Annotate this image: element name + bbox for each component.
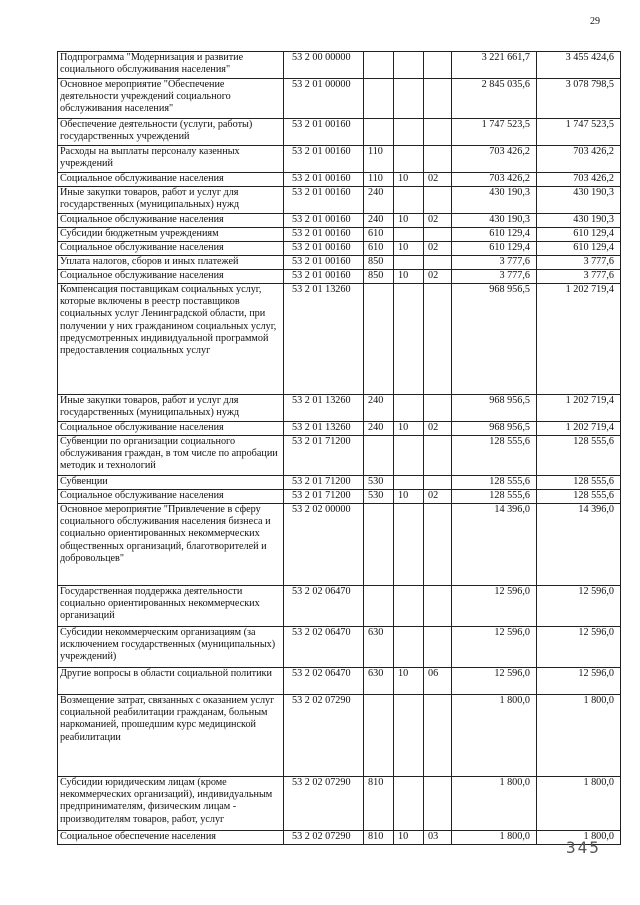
row-name: Расходы на выплаты персоналу казенных учреждений: [58, 146, 284, 173]
row-name: Компенсация поставщикам социальных услуг, которые включены в реестр поставщиков социальных услуг Ленинградской области, при получении у них гражданином социальных услуг, предусмотренных индивидуальной программой предоставления социальных услуг: [58, 284, 284, 395]
row-name: Социальное обслуживание населения: [58, 242, 284, 256]
amount-year-2: 3 777,6: [537, 270, 621, 284]
target-code: 53 2 02 06470: [284, 586, 364, 627]
row-name: Социальное обслуживание населения: [58, 490, 284, 504]
expense-type-code: [364, 436, 394, 476]
table-row: [58, 504, 621, 586]
amount-year-2: 12 596,0: [537, 627, 621, 668]
amount-year-2: 3 455 424,6: [537, 52, 621, 79]
table-row: [58, 777, 621, 831]
target-code: 53 2 01 00160: [284, 119, 364, 146]
table-row: [58, 490, 621, 504]
target-code: 53 2 01 71200: [284, 476, 364, 490]
target-code: 53 2 02 06470: [284, 627, 364, 668]
expense-type-code: 240: [364, 187, 394, 214]
amount-year-1: 968 956,5: [452, 422, 537, 436]
table-row: [58, 476, 621, 490]
target-code: 53 2 01 71200: [284, 436, 364, 476]
amount-year-2: 3 078 798,5: [537, 79, 621, 119]
target-code: 53 2 01 13260: [284, 284, 364, 395]
subsection-code: 02: [424, 270, 452, 284]
target-code: 53 2 01 00160: [284, 256, 364, 270]
amount-year-1: 12 596,0: [452, 668, 537, 695]
subsection-code: 06: [424, 668, 452, 695]
section-code: [394, 395, 424, 422]
row-name: Подпрограмма "Модернизация и развитие социального обслуживания населения": [58, 52, 284, 79]
amount-year-1: 430 190,3: [452, 214, 537, 228]
target-code: 53 2 01 00160: [284, 228, 364, 242]
section-code: [394, 79, 424, 119]
target-code: 53 2 01 00160: [284, 173, 364, 187]
row-name: Другие вопросы в области социальной политики: [58, 668, 284, 695]
section-code: [394, 119, 424, 146]
amount-year-2: 610 129,4: [537, 242, 621, 256]
amount-year-2: 1 202 719,4: [537, 284, 621, 395]
expense-type-code: 610: [364, 242, 394, 256]
amount-year-1: 968 956,5: [452, 284, 537, 395]
expense-type-code: 630: [364, 668, 394, 695]
table-row: [58, 395, 621, 422]
amount-year-2: 1 800,0: [537, 831, 621, 845]
section-code: [394, 586, 424, 627]
row-name: Обеспечение деятельности (услуги, работы) государственных учреждений: [58, 119, 284, 146]
section-code: [394, 187, 424, 214]
section-code: [394, 146, 424, 173]
amount-year-2: 3 777,6: [537, 256, 621, 270]
table-row: [58, 119, 621, 146]
budget-table: [57, 51, 621, 845]
row-name: Государственная поддержка деятельности социально ориентированных некоммерческих организаций: [58, 586, 284, 627]
row-name: Основное мероприятие "Привлечение в сферу социального обслуживания населения бизнеса и социально ориентированных некоммерческих общественных организаций, благотворителей и добровольцев": [58, 504, 284, 586]
page-number: 29: [590, 16, 600, 27]
amount-year-1: 128 555,6: [452, 436, 537, 476]
table-row: [58, 436, 621, 476]
table-row: [58, 52, 621, 79]
amount-year-1: 2 845 035,6: [452, 79, 537, 119]
row-name: Возмещение затрат, связанных с оказанием услуг социальной реабилитации гражданам, больным наркоманией, прошедшим курс медицинской реабилитации: [58, 695, 284, 777]
amount-year-1: 1 800,0: [452, 777, 537, 831]
subsection-code: 03: [424, 831, 452, 845]
row-name: Основное мероприятие "Обеспечение деятельности учреждений социального обслуживания населения": [58, 79, 284, 119]
subsection-code: [424, 695, 452, 777]
row-name: Социальное обеспечение населения: [58, 831, 284, 845]
table-row: [58, 214, 621, 228]
subsection-code: [424, 436, 452, 476]
amount-year-1: 3 221 661,7: [452, 52, 537, 79]
amount-year-1: 1 800,0: [452, 831, 537, 845]
section-code: 10: [394, 422, 424, 436]
expense-type-code: 240: [364, 214, 394, 228]
amount-year-1: 12 596,0: [452, 586, 537, 627]
target-code: 53 2 01 00160: [284, 146, 364, 173]
section-code: 10: [394, 668, 424, 695]
section-code: [394, 228, 424, 242]
expense-type-code: 850: [364, 270, 394, 284]
table-row: [58, 831, 621, 845]
amount-year-1: 12 596,0: [452, 627, 537, 668]
target-code: 53 2 01 00160: [284, 242, 364, 256]
amount-year-1: 1 747 523,5: [452, 119, 537, 146]
expense-type-code: [364, 504, 394, 586]
amount-year-1: 703 426,2: [452, 146, 537, 173]
expense-type-code: [364, 586, 394, 627]
amount-year-2: 128 555,6: [537, 476, 621, 490]
target-code: 53 2 01 13260: [284, 395, 364, 422]
amount-year-2: 1 202 719,4: [537, 395, 621, 422]
target-code: 53 2 02 07290: [284, 695, 364, 777]
expense-type-code: 110: [364, 146, 394, 173]
section-code: [394, 256, 424, 270]
amount-year-2: 1 800,0: [537, 695, 621, 777]
amount-year-1: 610 129,4: [452, 242, 537, 256]
subsection-code: 02: [424, 214, 452, 228]
amount-year-2: 1 747 523,5: [537, 119, 621, 146]
expense-type-code: [364, 284, 394, 395]
row-name: Субвенции по организации социального обслуживания граждан, в том числе по апробации методик и технологий: [58, 436, 284, 476]
amount-year-2: 1 202 719,4: [537, 422, 621, 436]
table-row: [58, 627, 621, 668]
table-row: [58, 228, 621, 242]
target-code: 53 2 00 00000: [284, 52, 364, 79]
section-code: 10: [394, 173, 424, 187]
amount-year-2: 430 190,3: [537, 187, 621, 214]
subsection-code: [424, 627, 452, 668]
amount-year-2: 12 596,0: [537, 668, 621, 695]
row-name: Субвенции: [58, 476, 284, 490]
subsection-code: 02: [424, 242, 452, 256]
expense-type-code: 240: [364, 395, 394, 422]
amount-year-2: 703 426,2: [537, 146, 621, 173]
subsection-code: [424, 256, 452, 270]
subsection-code: [424, 476, 452, 490]
row-name: Субсидии бюджетным учреждениям: [58, 228, 284, 242]
section-code: [394, 52, 424, 79]
target-code: 53 2 01 13260: [284, 422, 364, 436]
section-code: [394, 284, 424, 395]
expense-type-code: 810: [364, 831, 394, 845]
section-code: 10: [394, 831, 424, 845]
target-code: 53 2 02 00000: [284, 504, 364, 586]
subsection-code: [424, 119, 452, 146]
amount-year-1: 430 190,3: [452, 187, 537, 214]
amount-year-1: 128 555,6: [452, 476, 537, 490]
table-row: [58, 242, 621, 256]
expense-type-code: 110: [364, 173, 394, 187]
amount-year-2: 1 800,0: [537, 777, 621, 831]
section-code: 10: [394, 270, 424, 284]
row-name: Субсидии юридическим лицам (кроме некоммерческих организаций), индивидуальным предпринимателям, физическим лицам - производителям товаров, работ, услуг: [58, 777, 284, 831]
table-row: [58, 422, 621, 436]
target-code: 53 2 01 00160: [284, 214, 364, 228]
table-row: [58, 695, 621, 777]
section-code: [394, 695, 424, 777]
target-code: 53 2 01 00000: [284, 79, 364, 119]
subsection-code: [424, 504, 452, 586]
subsection-code: 02: [424, 173, 452, 187]
amount-year-1: 968 956,5: [452, 395, 537, 422]
subsection-code: [424, 777, 452, 831]
section-code: 10: [394, 214, 424, 228]
row-name: Уплата налогов, сборов и иных платежей: [58, 256, 284, 270]
page-stamp: 345: [566, 838, 601, 857]
amount-year-2: 12 596,0: [537, 586, 621, 627]
row-name: Иные закупки товаров, работ и услуг для государственных (муниципальных) нужд: [58, 187, 284, 214]
table-row: [58, 173, 621, 187]
amount-year-1: 3 777,6: [452, 270, 537, 284]
amount-year-2: 128 555,6: [537, 436, 621, 476]
section-code: [394, 627, 424, 668]
section-code: 10: [394, 490, 424, 504]
target-code: 53 2 01 00160: [284, 270, 364, 284]
row-name: Социальное обслуживание населения: [58, 214, 284, 228]
expense-type-code: [364, 52, 394, 79]
subsection-code: 02: [424, 490, 452, 504]
target-code: 53 2 02 07290: [284, 777, 364, 831]
expense-type-code: 530: [364, 490, 394, 504]
section-code: [394, 504, 424, 586]
row-name: Социальное обслуживание населения: [58, 270, 284, 284]
amount-year-2: 128 555,6: [537, 490, 621, 504]
target-code: 53 2 01 00160: [284, 187, 364, 214]
row-name: Субсидии некоммерческим организациям (за исключением государственных (муниципальных) учреждений): [58, 627, 284, 668]
target-code: 53 2 02 06470: [284, 668, 364, 695]
target-code: 53 2 01 71200: [284, 490, 364, 504]
subsection-code: 02: [424, 422, 452, 436]
amount-year-2: 610 129,4: [537, 228, 621, 242]
section-code: [394, 476, 424, 490]
row-name: Социальное обслуживание населения: [58, 173, 284, 187]
amount-year-2: 14 396,0: [537, 504, 621, 586]
expense-type-code: 630: [364, 627, 394, 668]
subsection-code: [424, 586, 452, 627]
section-code: [394, 777, 424, 831]
table-row: [58, 586, 621, 627]
row-name: Иные закупки товаров, работ и услуг для государственных (муниципальных) нужд: [58, 395, 284, 422]
table-row: [58, 79, 621, 119]
amount-year-1: 610 129,4: [452, 228, 537, 242]
table-row: [58, 256, 621, 270]
target-code: 53 2 02 07290: [284, 831, 364, 845]
table-row: [58, 146, 621, 173]
expense-type-code: 850: [364, 256, 394, 270]
amount-year-2: 430 190,3: [537, 214, 621, 228]
expense-type-code: [364, 79, 394, 119]
amount-year-1: 703 426,2: [452, 173, 537, 187]
subsection-code: [424, 228, 452, 242]
table-row: [58, 668, 621, 695]
subsection-code: [424, 284, 452, 395]
table-row: [58, 284, 621, 395]
section-code: [394, 436, 424, 476]
subsection-code: [424, 52, 452, 79]
amount-year-2: 703 426,2: [537, 173, 621, 187]
expense-type-code: 810: [364, 777, 394, 831]
expense-type-code: [364, 119, 394, 146]
table-row: [58, 270, 621, 284]
section-code: 10: [394, 242, 424, 256]
amount-year-1: 128 555,6: [452, 490, 537, 504]
amount-year-1: 3 777,6: [452, 256, 537, 270]
subsection-code: [424, 395, 452, 422]
subsection-code: [424, 79, 452, 119]
expense-type-code: 610: [364, 228, 394, 242]
amount-year-1: 1 800,0: [452, 695, 537, 777]
subsection-code: [424, 146, 452, 173]
expense-type-code: 530: [364, 476, 394, 490]
expense-type-code: 240: [364, 422, 394, 436]
row-name: Социальное обслуживание населения: [58, 422, 284, 436]
amount-year-1: 14 396,0: [452, 504, 537, 586]
expense-type-code: [364, 695, 394, 777]
table-row: [58, 187, 621, 214]
subsection-code: [424, 187, 452, 214]
